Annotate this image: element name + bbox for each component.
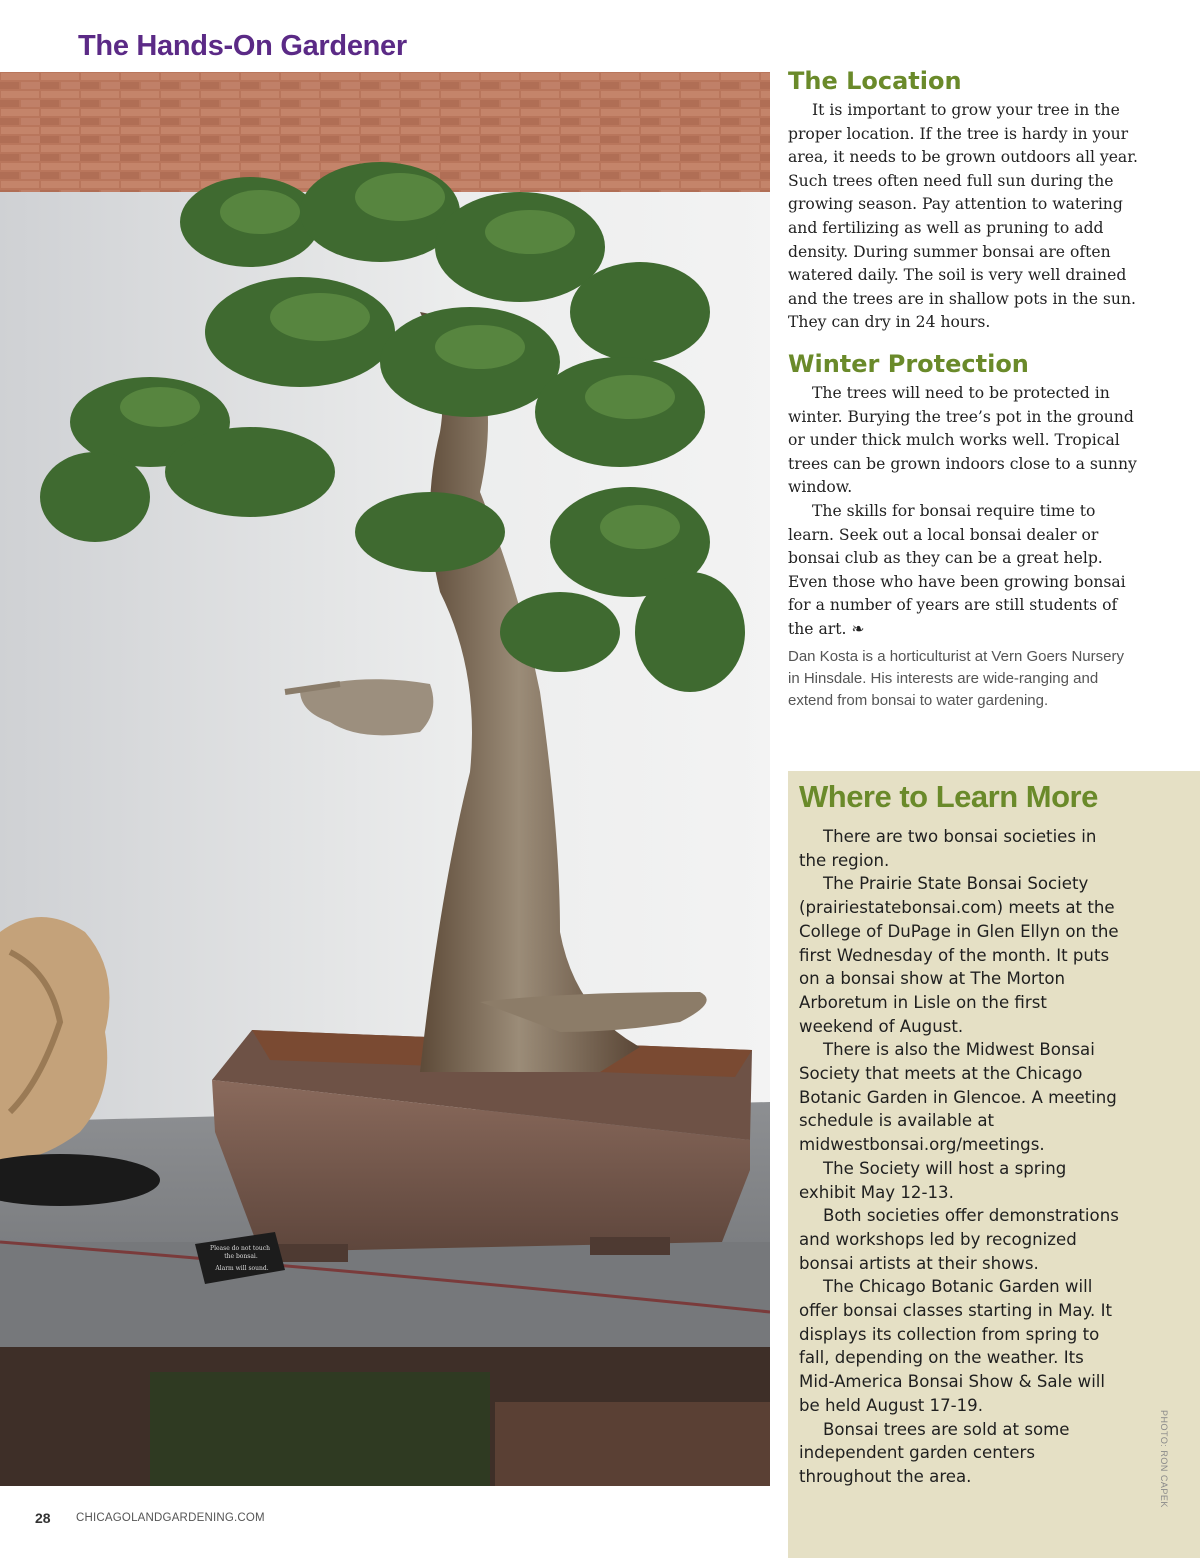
sign-text-line1: Please do not touch: [210, 1245, 270, 1252]
location-heading: The Location: [788, 67, 962, 95]
sidebar-paragraph: Bonsai trees are sold at some independent garden centers throughout the area.: [799, 1419, 1070, 1486]
sidebar-paragraph: The Chicago Botanic Garden will offer bonsai classes starting in May. It displays its collection from spring to fall, depending on the weather. Its Mid-America Bonsai Show & Sale will be held August 17-19.: [799, 1277, 1112, 1415]
section-title: The Hands-On Gardener: [78, 30, 407, 62]
winter-heading: Winter Protection: [788, 349, 1029, 378]
sidebar-heading: Where to Learn More: [799, 779, 1098, 814]
sidebar-box: [788, 771, 1200, 1558]
sidebar-paragraph: The Prairie State Bonsai Society (prairiestatebonsai.com) meets at the College of DuPage in Glen Ellyn on the first Wednesday of the month. It puts on a bonsai show at The Morton Arboretum in Lisle on the first weekend of August.: [799, 874, 1119, 1036]
location-paragraph: It is important to grow your tree in the proper location. If the tree is hardy in your area, it needs to be grown outdoors all year. Such trees often need full sun during the growing season. Pay attention to watering and fertilizing as well as pruning to add density. During summer bonsai are often watered daily. The soil is very well drained and the trees are in shallow pots in the sun. They can dry in 24 hours.: [788, 101, 1138, 332]
sign-text-line2: the bonsai.: [224, 1253, 258, 1260]
photo-credit-text: PHOTO: RON CAPEK: [1159, 1410, 1169, 1508]
website-footer: CHICAGOLANDGARDENING.COM: [76, 1512, 265, 1524]
winter-paragraph-1: The trees will need to be protected in winter. Burying the tree’s pot in the ground or under thick mulch works well. Tropical trees can be grown indoors close to a sunny window.: [788, 383, 1137, 497]
photo-credit: [1155, 1410, 1175, 1508]
end-mark-icon: ❧: [851, 619, 865, 638]
article-column: [788, 66, 1138, 712]
author-bio: Dan Kosta is a horticulturist at Vern Goers Nursery in Hinsdale. His interests are wide-ranging and extend from bonsai to water gardening.: [788, 648, 1124, 710]
sidebar-paragraph: There are two bonsai societies in the region.: [799, 827, 1097, 870]
sidebar-paragraph: The Society will host a spring exhibit May 12-13.: [799, 1158, 1067, 1202]
winter-paragraph-2: The skills for bonsai require time to learn. Seek out a local bonsai dealer or bonsai club as they can be a great help. Even those who have been growing bonsai for a number of years are still students of the art.: [788, 501, 1126, 638]
bonsai-photo: [0, 72, 770, 1486]
sign-text-line3: Alarm will sound.: [215, 1265, 269, 1272]
sidebar-paragraph: There is also the Midwest Bonsai Society that meets at the Chicago Botanic Garden in Glencoe. A meeting schedule is available at midwestbonsai.org/meetings.: [799, 1040, 1117, 1155]
page-number: 28: [35, 1510, 51, 1526]
sidebar-paragraph: Both societies offer demonstrations and workshops led by recognized bonsai artists at their shows.: [799, 1206, 1119, 1273]
